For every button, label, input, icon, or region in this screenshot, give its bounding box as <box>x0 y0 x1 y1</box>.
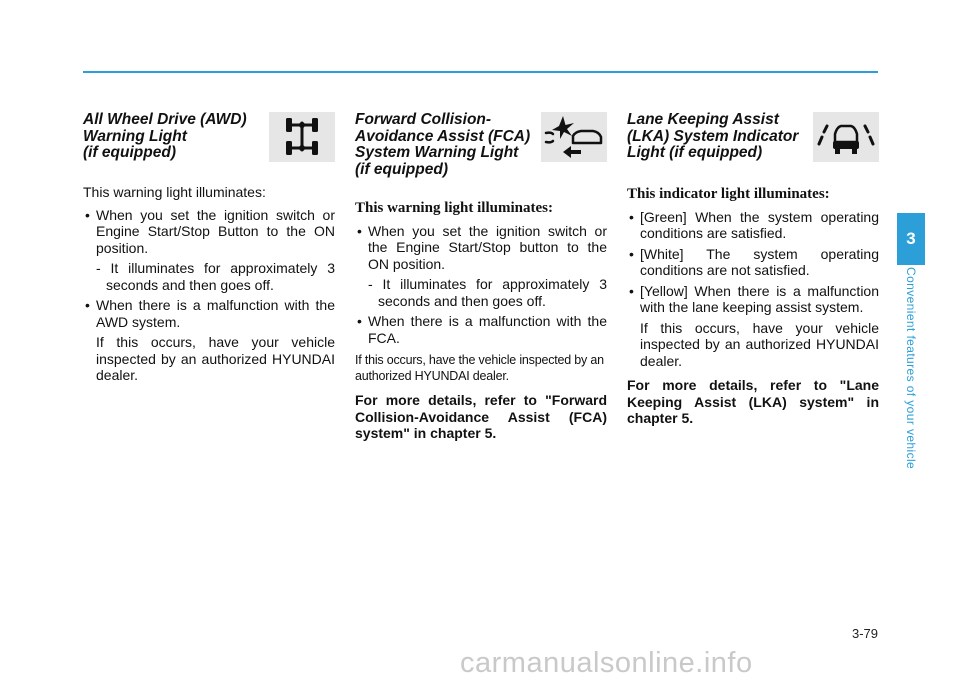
list-item: • [Green] When the system operating conditions are satisfied. <box>627 209 879 242</box>
list-continuation: If this occurs, have your vehicle inspected by an authorized HYUNDAI dealer. <box>640 319 879 369</box>
list-continuation: If this occurs, have your vehicle inspected by an authorized HYUNDAI dealer. <box>96 334 335 383</box>
list-item: • When there is a malfunction with the AWD system. If this occurs, have your vehicle inspected by an authorized HYUNDAI dealer. <box>83 297 335 384</box>
awd-list <box>83 207 335 384</box>
lka-title: Lane Keeping Assist (LKA) System Indicator Light (if equipped) <box>627 111 799 161</box>
list-item: • When you set the ignition switch or the Engine Start/Stop button to the ON position. - It illuminates for approximately 3 seconds and then goes off. <box>355 223 607 310</box>
chapter-label: Convenient features of your vehicle <box>904 267 918 470</box>
awd-lead: This warning light illuminates: <box>83 184 266 200</box>
list-item: • [White] The system operating conditions are not satisfied. <box>627 246 879 279</box>
fca-reference: For more details, refer to "Forward Collision-Avoidance Assist (FCA) system" in chapter 5. <box>355 392 607 441</box>
fca-note: If this occurs, have the vehicle inspected by an authorized HYUNDAI dealer. <box>355 353 604 383</box>
list-subitem: - It illuminates for approximately 3 seconds and then goes off. <box>368 276 607 309</box>
list-item: • [Yellow] When there is a malfunction with the lane keeping assist system. If this occurs, have your vehicle inspected by an authorized HYUNDAI dealer. <box>627 283 879 370</box>
lka-section <box>627 112 879 427</box>
list-item: • When there is a malfunction with the FCA. <box>355 313 607 346</box>
page-number: 3-79 <box>851 626 878 641</box>
forward-collision-icon <box>541 112 607 162</box>
lka-lead: This indicator light illuminates: <box>627 186 830 202</box>
list-item: • When you set the ignition switch or Engine Start/Stop Button to the ON position. - It illuminates for approximately 3 seconds and then goes off. <box>83 207 335 294</box>
lane-keeping-icon <box>813 112 879 162</box>
list-subitem: - It illuminates for approximately 3 seconds and then goes off. <box>96 260 335 293</box>
lka-list <box>627 209 879 370</box>
fca-list <box>355 223 607 347</box>
lka-reference: For more details, refer to "Lane Keeping Assist (LKA) system" in chapter 5. <box>627 377 879 426</box>
fca-title: Forward Collision- Avoidance Assist (FCA) System Warning Light (if equipped) <box>355 111 531 178</box>
chapter-tab: 3 <box>897 213 925 265</box>
awd-drivetrain-icon <box>269 112 335 162</box>
lka-header <box>627 112 879 172</box>
fca-section <box>355 112 607 442</box>
header-rule <box>83 71 878 73</box>
watermark: carmanualsonline.info <box>460 647 753 679</box>
fca-header <box>355 112 607 178</box>
awd-title: All Wheel Drive (AWD) Warning Light (if equipped) <box>83 111 247 161</box>
awd-section <box>83 112 335 388</box>
fca-lead: This warning light illuminates: <box>355 200 553 216</box>
awd-header <box>83 112 335 172</box>
